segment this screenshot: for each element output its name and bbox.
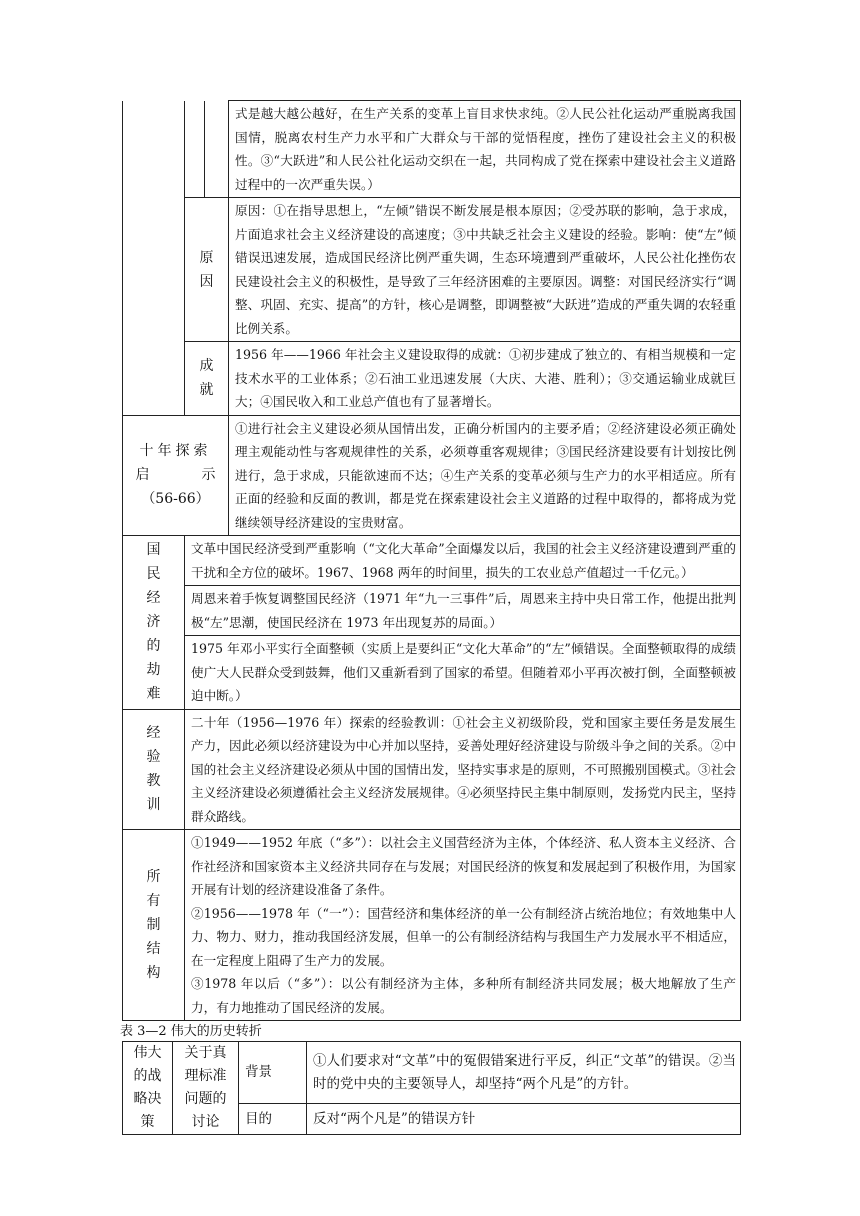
background-label: 背景 xyxy=(239,1042,307,1104)
economy-table xyxy=(122,100,741,1021)
lessons-ten-years-label: 十年探索 启 示 （56-66） xyxy=(123,415,229,536)
lessons-ten-years-text: ①进行社会主义建设必须从国情出发，正确分析国内的主要矛盾；②经济建设必须正确处理主观能动性与客观规律性的关系，必须尊重客观规律；③国民经济建设要有计划按比例进行，急于求成，只能欲速而不达；④生产关系的变革必须与生产力的水平相适应。所有正面的经验和反面的教训，都是党在探索建设社会主义道路的过程中取得的，都将成为党继续领导经济建设的宝贵财富。 xyxy=(229,415,741,536)
table-row-reason xyxy=(123,198,741,342)
continued-text: 式是越大越公越好，在生产关系的变革上盲目求快求纯。②人民公社化运动严重脱离我国国情，脱离农村生产力水平和广大群众与干部的觉悟程度，挫伤了建设社会主义的积极性。③“大跃进”和人民公社化运动交织在一起，共同构成了党在探索中建设社会主义道路过程中的一次严重失误。） xyxy=(229,101,741,198)
calamity-text-2: 周恩来着手恢复调整国民经济（1971 年“九一三事件”后，周恩来主持中央日常工作，他提出批判极“左”思潮，使国民经济在 1973 年出现复苏的局面。） xyxy=(185,586,741,636)
blank-cell xyxy=(123,101,185,198)
achievement-label: 成 就 xyxy=(185,342,229,416)
calamity-label: 国 民 经 济 的 劫 难 xyxy=(123,536,185,710)
table-row-lessons-ten-years xyxy=(123,415,741,536)
ownership-para-1: ①1949——1952 年底（“多”）：以社会主义国营经济为主体，个体经济、私人资本主义经济、合作社经济和国家资本主义经济共同存在与发展；对国民经济的恢复和发展起到了积极作用，为国家开展有计划的经济建设准备了条件。 xyxy=(191,835,736,897)
table-row-continued xyxy=(123,101,741,198)
blank-cell xyxy=(185,101,205,198)
table-row-experience xyxy=(123,709,741,830)
table-row-calamity-1 xyxy=(123,536,741,586)
background-text: ①人们要求对“文革”中的冤假错案进行平反，纠正“文革”的错误。②当时的党中央的主要领导人，却坚持“两个凡是”的方针。 xyxy=(307,1042,741,1104)
calamity-text-1: 文革中国民经济受到严重影响（“文化大革命”全面爆发以后，我国的社会主义经济建设遭到严重的干扰和全方位的破坏。1967、1968 两年的时间里，损失的工农业总产值超过一千亿元。） xyxy=(185,536,741,586)
truth-criterion-label: 关于真 理标准 问题的 讨论 xyxy=(173,1042,239,1135)
experience-label: 经 验 教 训 xyxy=(123,709,185,830)
blank-cell xyxy=(205,101,229,198)
purpose-text: 反对“两个凡是”的错误方针 xyxy=(307,1104,741,1135)
reason-text: 原因：①在指导思想上，“左倾”错误不断发展是根本原因；②受苏联的影响，急于求成，片面追求社会主义经济建设的高速度；③中共缺乏社会主义建设的经验。影响：使“左”倾错误迅速发展，造成国民经济比例严重失调，生态环境遭到严重破坏，人民公社化挫伤农民建设社会主义的积极性，是导致了三年经济困难的主要原因。调整：对国民经济实行“调整、巩固、充实、提高”的方针，核心是调整，即调整被“大跃进”造成的严重失调的农轻重比例关系。 xyxy=(229,198,741,342)
strategic-decision-label: 伟大 的战 略决 策 xyxy=(123,1042,173,1135)
table-row-background xyxy=(123,1042,741,1104)
table-row-calamity-2 xyxy=(123,586,741,636)
table-caption: 表 3—2 伟大的历史转折 xyxy=(120,1024,262,1039)
calamity-text-3: 1975 年邓小平实行全面整顿（实质上是要纠正“文化大革命”的“左”倾错误。全面整顿取得的成绩使广大人民群众受到鼓舞，他们又重新看到了国家的希望。但随着邓小平再次被打倒，全面整顿被迫中断。） xyxy=(185,636,741,710)
reason-label: 原 因 xyxy=(185,198,229,342)
table-row-calamity-3 xyxy=(123,636,741,710)
purpose-label: 目的 xyxy=(239,1104,307,1135)
ownership-para-2: ②1956——1978 年（“一”）：国营经济和集体经济的单一公有制经济占统治地位；有效地集中人力、物力、财力，推动我国经济发展，但单一的公有制经济结构与我国生产力发展水平不相适应，在一定程度上阻碍了生产力的发展。 xyxy=(191,905,736,968)
table-row-ownership xyxy=(123,830,741,1021)
turning-point-table xyxy=(122,1041,741,1135)
blank-cell xyxy=(123,342,185,416)
ownership-text xyxy=(185,830,741,1021)
ownership-para-3: ③1978 年以后（“多”）：以公有制经济为主体，多种所有制经济共同发展；极大地解放了生产力，有力地推动了国民经济的发展。 xyxy=(191,976,736,1015)
ownership-label: 所 有 制 结 构 xyxy=(123,830,185,1021)
achievement-text: 1956 年——1966 年社会主义建设取得的成就：①初步建成了独立的、有相当规模和一定技术水平的工业体系；②石油工业迅速发展（大庆、大港、胜利）；③交通运输业成就巨大；④国民收入和工业总产值也有了显著增长。 xyxy=(229,342,741,416)
blank-cell xyxy=(123,198,185,342)
experience-text: 二十年（1956—1976 年）探索的经验教训：①社会主义初级阶段，党和国家主要任务是发展生产力，因此必须以经济建设为中心并加以坚持，妥善处理好经济建设与阶级斗争之间的关系。②中国的社会主义经济建设必须从中国的国情出发，坚持实事求是的原则，不可照搬别国模式。③社会主义经济建设必须遵循社会主义经济发展规律。④必须坚持民主集中制原则，发扬党内民主，坚持群众路线。 xyxy=(185,709,741,830)
table-row-achievement xyxy=(123,342,741,416)
page xyxy=(122,100,740,1135)
